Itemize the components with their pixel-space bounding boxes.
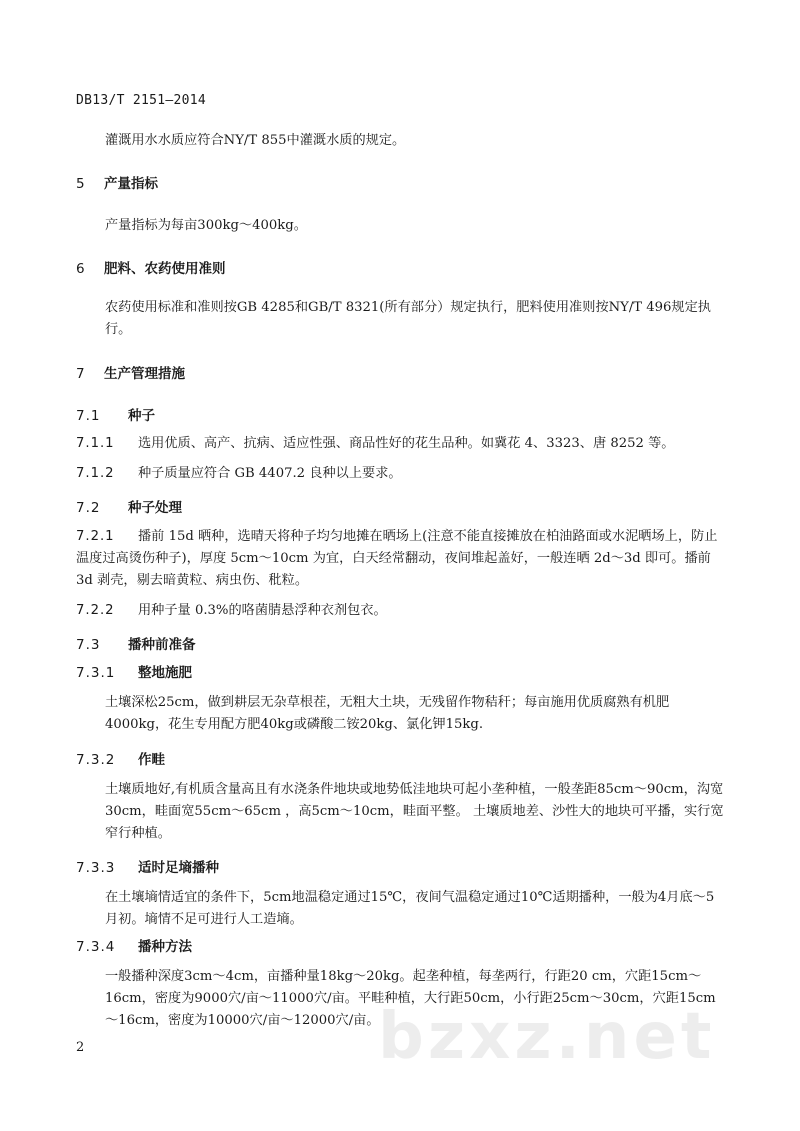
clause-number: 7.2.2 bbox=[76, 603, 115, 618]
standard-code-header: DB13/T 2151—2014 bbox=[76, 93, 207, 108]
paragraph-text: 土壤深松25cm，做到耕层无杂草根茬，无粗大土块，无残留作物秸秆；每亩施用优质腐熟有机肥4000kg，花生专用配方肥40kg或磷酸二铵20kg、氯化钾15kg. bbox=[105, 695, 670, 732]
subsubsection-number: 7.3.4 bbox=[76, 939, 116, 955]
subsubsection-heading-7-3-4 bbox=[76, 936, 726, 958]
subsubsection-title: 作畦 bbox=[138, 752, 165, 768]
subsection-heading-7-3 bbox=[76, 634, 726, 656]
paragraph-irrigation-water: 灌溉用水水质应符合NY/T 855中灌溉水质的规定。 bbox=[105, 133, 406, 148]
subsection-heading-7-1 bbox=[76, 405, 726, 427]
section-heading-5 bbox=[76, 173, 726, 195]
paragraph-text: 在土壤墒情适宜的条件下，5cm地温稳定通过15℃，夜间气温稳定通过10℃适期播种，一般为4月底～5月初。墒情不足可进行人工造墒。 bbox=[105, 890, 715, 927]
subsection-heading-7-2 bbox=[76, 497, 726, 519]
clause-text: 用种子量 0.3%的咯菌腈悬浮种衣剂包衣。 bbox=[138, 603, 387, 618]
clause-text: 选用优质、高产、抗病、适应性强、商品性好的花生品种。如冀花 4、3323、唐 8252 等。 bbox=[138, 436, 675, 451]
subsection-number: 7.3 bbox=[76, 637, 101, 653]
subsubsection-title: 适时足墒播种 bbox=[138, 860, 219, 876]
clause-7-2-1 bbox=[76, 526, 726, 592]
section-title: 产量指标 bbox=[104, 176, 158, 192]
paragraph-yield: 产量指标为每亩300kg～400kg。 bbox=[105, 218, 307, 233]
subsubsection-number: 7.3.3 bbox=[76, 860, 116, 876]
paragraph-ridge-making bbox=[76, 779, 726, 845]
subsubsection-heading-7-3-2 bbox=[76, 749, 726, 771]
clause-7-1-1 bbox=[76, 433, 726, 455]
subsubsection-heading-7-3-3 bbox=[76, 857, 726, 879]
clause-7-1-2 bbox=[76, 463, 726, 485]
clause-7-2-2 bbox=[76, 600, 726, 622]
subsubsection-title: 播种方法 bbox=[138, 939, 192, 955]
section-title: 肥料、农药使用准则 bbox=[104, 261, 226, 277]
subsection-number: 7.1 bbox=[76, 408, 101, 424]
subsection-title: 种子 bbox=[128, 408, 155, 424]
clause-text: 种子质量应符合 GB 4407.2 良种以上要求。 bbox=[138, 466, 402, 481]
paragraph-fertilizer-pesticide bbox=[76, 297, 726, 341]
subsubsection-number: 7.3.1 bbox=[76, 665, 116, 681]
site-watermark: bzxz.net bbox=[378, 1000, 716, 1074]
paragraph-soil-fertilizing bbox=[76, 692, 726, 736]
subsubsection-heading-7-3-1 bbox=[76, 662, 726, 684]
page-number: 2 bbox=[76, 1040, 85, 1055]
section-heading-6 bbox=[76, 258, 726, 280]
subsection-title: 播种前准备 bbox=[128, 637, 196, 653]
paragraph-text: 土壤质地好,有机质含量高且有水浇条件地块或地势低洼地块可起小垄种植，一般垄距85cm～90cm，沟宽30cm，畦面宽55cm～65cm ，高5cm～10cm，畦面平整。 土壤质地差、沙性大的地块可平播，实行宽窄行种植。 bbox=[105, 782, 724, 841]
clause-number: 7.1.1 bbox=[76, 436, 115, 451]
clause-text: 播前 15d 晒种，选晴天将种子均匀地摊在晒场上(注意不能直接摊放在柏油路面或水泥晒场上，防止温度过高烫伤种子)，厚度 5cm～10cm 为宜，白天经常翻动，夜间堆起盖好，一般连晒 2d～3d 即可。播前 3d 剥壳，剔去暗黄粒、病虫伤、秕粒。 bbox=[76, 529, 718, 588]
clause-number: 7.2.1 bbox=[76, 529, 115, 544]
paragraph-text: 农药使用标准和准则按GB 4285和GB/T 8321(所有部分）规定执行，肥料使用准则按NY/T 496规定执行。 bbox=[105, 300, 711, 337]
subsection-number: 7.2 bbox=[76, 500, 101, 516]
clause-number: 7.1.2 bbox=[76, 466, 115, 481]
subsubsection-title: 整地施肥 bbox=[138, 665, 192, 681]
section-number: 7 bbox=[76, 366, 86, 382]
paragraph-sowing-time bbox=[76, 887, 726, 931]
section-title: 生产管理措施 bbox=[104, 366, 185, 382]
subsubsection-number: 7.3.2 bbox=[76, 752, 116, 768]
subsection-title: 种子处理 bbox=[128, 500, 182, 516]
section-heading-7 bbox=[76, 363, 726, 385]
section-number: 6 bbox=[76, 261, 86, 277]
section-number: 5 bbox=[76, 176, 86, 192]
paragraph-text: 一般播种深度3cm～4cm，亩播种量18kg～20kg。起垄种植，每垄两行，行距20 cm，穴距15cm～16cm，密度为9000穴/亩～11000穴/亩。平畦种植，大行距50cm，小行距25cm～30cm，穴距15cm～16cm，密度为10000穴/亩～12000穴/亩。 bbox=[105, 969, 716, 1028]
